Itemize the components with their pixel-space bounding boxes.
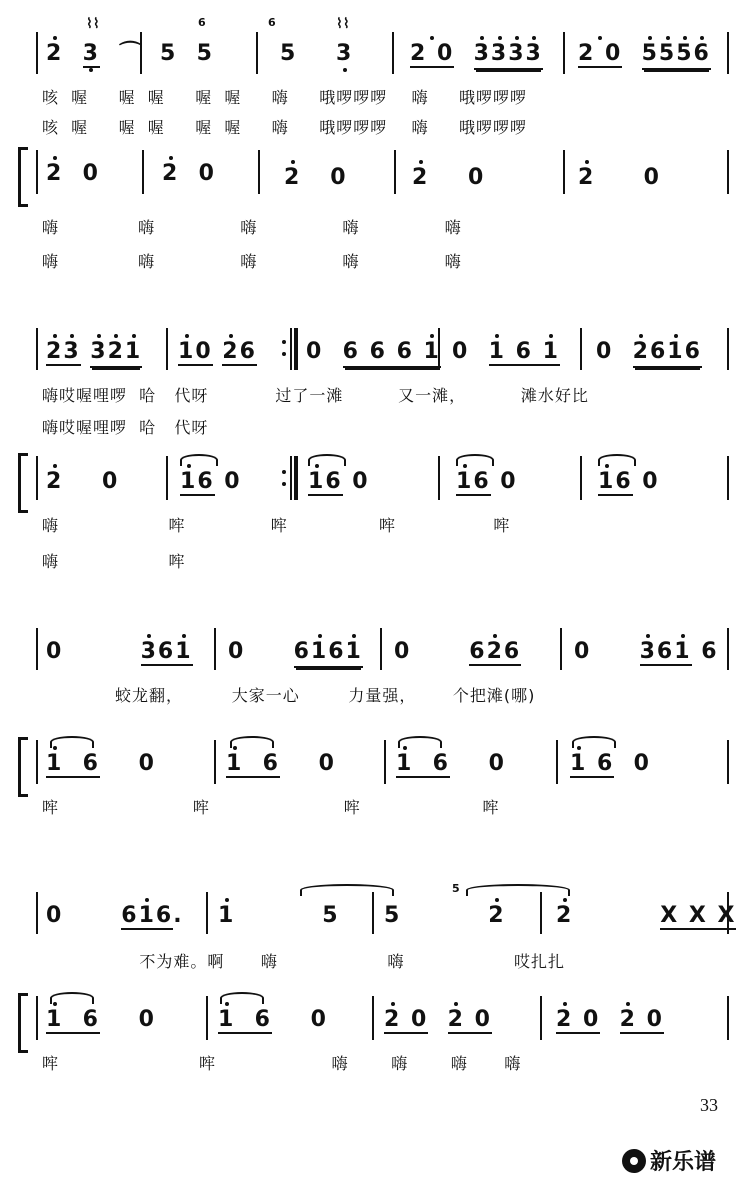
lyric-line: 嗨 嗨 嗨 嗨 嗨 bbox=[42, 218, 462, 237]
lyric-line: 蛟龙翻， 大家一心 力量强， 个把滩(哪) bbox=[42, 686, 536, 705]
barline bbox=[36, 996, 38, 1040]
measure-notes: 2 0 5556 bbox=[578, 42, 711, 68]
barline bbox=[540, 996, 542, 1040]
measure-notes: 5 2 bbox=[384, 903, 506, 928]
barline bbox=[540, 892, 542, 934]
barline bbox=[258, 150, 260, 194]
barline bbox=[727, 32, 729, 74]
barline bbox=[580, 456, 582, 500]
system-bracket bbox=[18, 150, 28, 204]
measure-notes: 0 1 6 1 bbox=[452, 339, 560, 364]
watermark-text: 新乐谱 bbox=[650, 1150, 717, 1175]
mordent-mark: ⌇⌇ bbox=[336, 16, 350, 32]
system-bracket bbox=[18, 456, 28, 510]
slur bbox=[598, 454, 636, 466]
measure-notes: 1 6 0 bbox=[46, 1007, 156, 1032]
lyric-line: 咳 喔 喔 喔 喔 喔 嗨 哦啰啰啰 嗨 哦啰啰啰 bbox=[42, 118, 528, 137]
barline bbox=[294, 456, 298, 500]
lyric-line: 哰 哰 哰 哰 bbox=[42, 798, 500, 817]
measure-notes: 16 0 bbox=[598, 469, 660, 494]
barline bbox=[214, 628, 216, 670]
barline bbox=[380, 628, 382, 670]
slur bbox=[308, 454, 346, 466]
mordent-mark: ⌇⌇ bbox=[86, 16, 100, 32]
measure-notes: 1 6 0 bbox=[396, 751, 506, 776]
barline bbox=[36, 456, 38, 500]
barline bbox=[166, 328, 168, 370]
barline bbox=[142, 150, 144, 194]
barline bbox=[256, 32, 258, 74]
system-bracket bbox=[18, 740, 28, 794]
measure-notes: 2 0 bbox=[412, 165, 486, 190]
measure-notes: 10 26 bbox=[178, 339, 257, 364]
barline bbox=[36, 32, 38, 74]
barline bbox=[563, 32, 565, 74]
barline bbox=[394, 150, 396, 194]
measure-notes: 0 6161 bbox=[228, 640, 363, 664]
barline bbox=[438, 456, 440, 500]
barline bbox=[580, 328, 582, 370]
grace-note: 6̇ bbox=[198, 16, 206, 29]
grace-note: 6̇ bbox=[268, 16, 276, 29]
slur bbox=[456, 454, 494, 466]
lyric-line: 嗨哎喔哩啰 哈 代呀 bbox=[42, 418, 209, 437]
repeat-sign bbox=[282, 338, 286, 358]
measure-notes: 16 0 bbox=[456, 469, 518, 494]
barline bbox=[563, 150, 565, 194]
barline bbox=[727, 328, 729, 370]
measure-notes: 2 0 bbox=[578, 165, 661, 190]
measure-notes: 2 0 2 0 bbox=[556, 1007, 664, 1032]
measure-notes: 1 5 bbox=[218, 903, 340, 928]
barline bbox=[36, 628, 38, 670]
measure-notes: 5 5 bbox=[160, 41, 214, 66]
measure-notes: 0 616. bbox=[46, 903, 184, 928]
measure-notes: 0 2616 bbox=[596, 340, 702, 364]
lyric-line: 嗨 嗨 嗨 嗨 嗨 bbox=[42, 252, 462, 271]
measure-notes: 2 0 2 0 bbox=[384, 1007, 492, 1032]
lyric-line: 哰 哰 嗨 嗨 嗨 嗨 bbox=[42, 1054, 522, 1073]
slur bbox=[180, 454, 218, 466]
barline bbox=[560, 628, 562, 670]
measure-notes: 2 0 bbox=[162, 161, 216, 186]
measure-notes: 23 321 bbox=[46, 340, 142, 364]
barline bbox=[372, 892, 374, 934]
barline bbox=[727, 996, 729, 1040]
measure-notes: 1 6 0 bbox=[46, 751, 156, 776]
measure-notes: 0 6 6 6 1 bbox=[306, 340, 441, 364]
barline bbox=[290, 328, 292, 370]
barline bbox=[206, 892, 208, 934]
barline bbox=[392, 32, 394, 74]
measure-notes: 2 0 bbox=[46, 161, 100, 186]
barline bbox=[384, 740, 386, 784]
system-bracket bbox=[18, 996, 28, 1050]
barline bbox=[206, 996, 208, 1040]
barline bbox=[372, 996, 374, 1040]
tie bbox=[466, 884, 570, 896]
lyric-line: 嗨 哰 bbox=[42, 552, 186, 571]
barline bbox=[36, 892, 38, 934]
barline bbox=[36, 150, 38, 194]
barline bbox=[36, 740, 38, 784]
measure-notes: 16 0 bbox=[308, 469, 370, 494]
tie bbox=[300, 884, 394, 896]
measure-notes: 1 6 0 bbox=[226, 751, 336, 776]
measure-notes: 16 0 bbox=[180, 469, 242, 494]
measure-notes: 2 0 bbox=[46, 469, 120, 494]
measure-notes: 0 361 bbox=[46, 639, 193, 664]
measure-notes: 5 3 bbox=[280, 41, 354, 66]
lyric-line: 不为难。啊 嗨 嗨 哎扎扎 bbox=[42, 952, 565, 971]
grace-note: 5̇ bbox=[452, 882, 460, 895]
measure-notes: 2 0 bbox=[284, 165, 348, 190]
barline bbox=[727, 456, 729, 500]
measure-notes: 2 3 ⌒ bbox=[46, 41, 144, 66]
lyric-line: 嗨哎喔哩啰 哈 代呀 过了一滩 又一滩， 滩水好比 bbox=[42, 386, 589, 405]
barline bbox=[166, 456, 168, 500]
page-number: 33 bbox=[700, 1095, 718, 1115]
lyric-line: 嗨 哰 哰 哰 哰 bbox=[42, 516, 511, 535]
measure-notes: 2 0 3333 bbox=[410, 42, 543, 68]
barline bbox=[727, 628, 729, 670]
barline bbox=[556, 740, 558, 784]
measure-notes: 1 6 0 bbox=[218, 1007, 328, 1032]
barline bbox=[727, 740, 729, 784]
barline bbox=[36, 328, 38, 370]
repeat-sign bbox=[282, 468, 286, 488]
barline bbox=[290, 456, 292, 500]
barline bbox=[727, 150, 729, 194]
measure-notes: 0 361 6 bbox=[574, 639, 719, 664]
watermark-logo bbox=[622, 1145, 716, 1176]
barline bbox=[294, 328, 298, 370]
lyric-line: 咳 喔 喔 喔 喔 喔 嗨 哦啰啰啰 嗨 哦啰啰啰 bbox=[42, 88, 528, 107]
record-icon bbox=[622, 1149, 646, 1173]
barline bbox=[214, 740, 216, 784]
measure-notes: 0 626 bbox=[394, 639, 522, 664]
measure-notes: 1 6 0 bbox=[570, 751, 651, 776]
measure-notes: 2 X X X bbox=[556, 903, 737, 928]
